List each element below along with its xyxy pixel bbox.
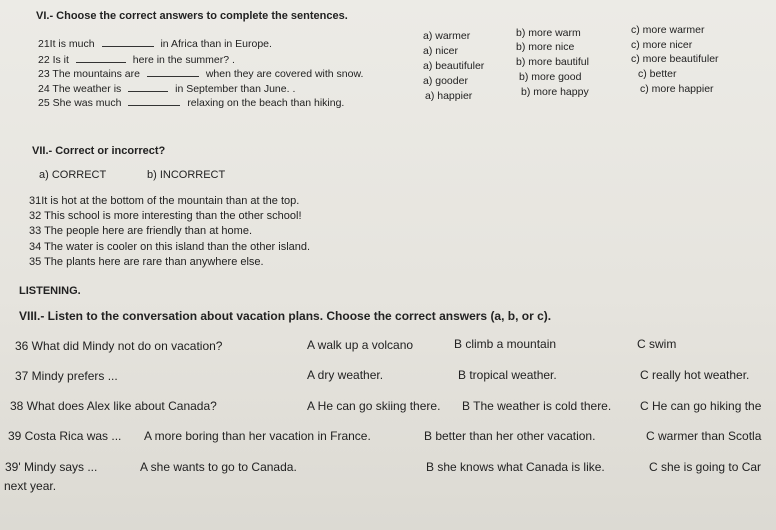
s6-q21-stem: 21It is much (38, 38, 95, 50)
s6-q23-rest: when they are covered with snow. (205, 68, 364, 80)
s8-q36: 36 What did Mindy not do on vacation? (15, 339, 223, 353)
s6-q24-opt-a[interactable]: a) gooder (423, 75, 468, 87)
s7-option-correct[interactable]: a) CORRECT (39, 169, 107, 181)
s7-item-31[interactable]: 31It is hot at the bottom of the mountain than at the top. (29, 195, 300, 207)
s8-continuation: next year. (4, 479, 57, 493)
s6-q22-opt-a[interactable]: a) nicer (423, 45, 459, 57)
answer-blank[interactable] (128, 96, 180, 106)
s6-q21-rest: in Africa than in Europe. (160, 38, 272, 50)
s6-q21 (38, 37, 272, 50)
s6-q25 (38, 96, 344, 109)
s6-q22 (38, 53, 235, 66)
answer-blank[interactable] (128, 82, 168, 92)
s8-q39-opt-c[interactable]: C warmer than Scotla (646, 429, 762, 443)
s8-q39b-opt-a[interactable]: A she wants to go to Canada. (140, 460, 297, 474)
section7-title: VII.- Correct or incorrect? (32, 145, 166, 157)
s6-q25-stem: 25 She was much (38, 97, 122, 109)
s6-q25-opt-b[interactable]: b) more happy (521, 86, 589, 98)
s8-q38: 38 What does Alex like about Canada? (10, 399, 217, 413)
s8-q39: 39 Costa Rica was ... (8, 429, 122, 443)
s8-q37-opt-c[interactable]: C really hot weather. (640, 368, 750, 382)
s6-q24-opt-b[interactable]: b) more good (519, 71, 582, 83)
s7-item-33[interactable]: 33 The people here are friendly than at home. (29, 225, 253, 237)
s8-q38-opt-a[interactable]: A He can go skiing there. (307, 399, 441, 413)
s8-q37-opt-a[interactable]: A dry weather. (307, 368, 384, 382)
s6-q24-stem: 24 The weather is (38, 83, 122, 95)
s6-q25-opt-c[interactable]: c) more happier (640, 83, 714, 95)
s8-q39b-opt-c[interactable]: C she is going to Car (649, 460, 762, 474)
s6-q21-opt-c[interactable]: c) more warmer (631, 24, 705, 36)
section6-title: VI.- Choose the correct answers to complete the sentences. (36, 10, 348, 22)
s6-q22-opt-c[interactable]: c) more nicer (631, 39, 693, 51)
section8-title: VIII.- Listen to the conversation about vacation plans. Choose the correct answers (a, b, or c). (19, 309, 552, 323)
answer-blank[interactable] (147, 67, 199, 77)
s7-option-incorrect[interactable]: b) INCORRECT (147, 169, 226, 181)
s8-q39b-opt-b[interactable]: B she knows what Canada is like. (426, 460, 605, 474)
s6-q23-opt-c[interactable]: c) more beautifuler (631, 53, 719, 65)
s6-q22-rest: here in the summer? . (132, 54, 235, 66)
s8-q38-opt-b[interactable]: B The weather is cold there. (462, 399, 612, 413)
s6-q22-opt-b[interactable]: b) more nice (516, 41, 575, 53)
s8-q37-opt-b[interactable]: B tropical weather. (458, 368, 557, 382)
answer-blank[interactable] (76, 53, 126, 63)
s6-q22-stem: 22 Is it (38, 54, 69, 66)
s6-q25-rest: relaxing on the beach than hiking. (187, 97, 345, 109)
s7-item-32[interactable]: 32 This school is more interesting than the other school! (29, 210, 302, 222)
s8-q39-opt-a[interactable]: A more boring than her vacation in France. (144, 429, 371, 443)
s6-q23-opt-a[interactable]: a) beautifuler (423, 60, 485, 72)
s6-q24-opt-c[interactable]: c) better (638, 68, 677, 80)
s6-q24 (38, 82, 295, 95)
s6-q25-opt-a[interactable]: a) happier (425, 90, 473, 102)
s6-q21-opt-a[interactable]: a) warmer (423, 30, 471, 42)
s8-q39b: 39' Mindy says ... (5, 460, 98, 474)
s8-q37: 37 Mindy prefers ... (15, 369, 118, 383)
s8-q36-opt-a[interactable]: A walk up a volcano (307, 338, 414, 352)
answer-blank[interactable] (102, 37, 154, 47)
s8-q39-opt-b[interactable]: B better than her other vacation. (424, 429, 596, 443)
s6-q23 (38, 67, 363, 80)
s6-q24-rest: in September than June. . (175, 83, 296, 95)
s6-q23-opt-b[interactable]: b) more bautiful (516, 56, 589, 68)
listening-label: LISTENING. (19, 285, 81, 297)
s7-item-34[interactable]: 34 The water is cooler on this island than the other island. (29, 241, 311, 253)
s8-q36-opt-b[interactable]: B climb a mountain (454, 337, 557, 351)
s8-q36-opt-c[interactable]: C swim (637, 337, 677, 351)
s6-q21-opt-b[interactable]: b) more warm (516, 27, 581, 39)
s6-q23-stem: 23 The mountains are (38, 68, 140, 80)
s7-item-35[interactable]: 35 The plants here are rare than anywhere else. (29, 256, 264, 268)
s8-q38-opt-c[interactable]: C He can go hiking the (640, 399, 762, 413)
